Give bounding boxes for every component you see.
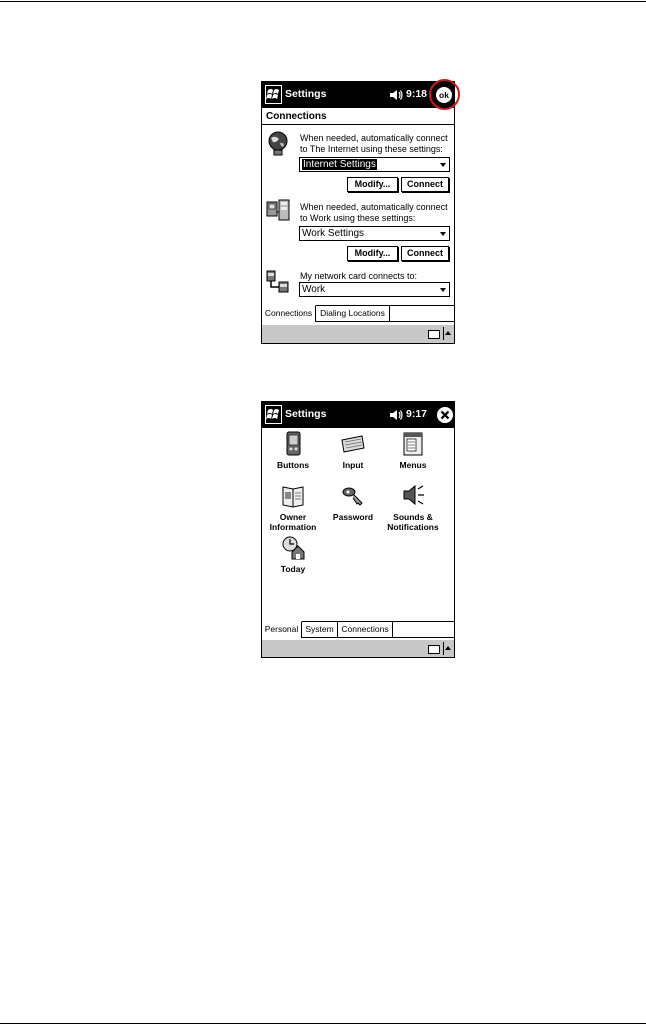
work-settings-value: Work Settings [302,228,365,239]
network-card-dropdown[interactable] [299,282,450,297]
ok-highlight-circle [429,79,460,110]
item-label: Buttons [276,460,310,470]
menus-icon [400,430,426,458]
network-card-icon [265,269,291,295]
work-connect-button[interactable]: Connect [401,246,449,261]
settings-item-menus[interactable] [382,430,444,470]
speaker-volume-icon[interactable] [389,408,403,422]
settings-item-input[interactable] [322,430,384,470]
today-icon [280,534,306,562]
heading-divider [262,124,454,125]
internet-connect-button[interactable]: Connect [401,177,449,192]
speaker-sounds-icon [400,482,426,510]
settings-item-buttons[interactable] [262,430,324,470]
item-label: Today [280,564,306,574]
tab-dialing-locations[interactable]: Dialing Locations [316,305,390,322]
input-panel-arrow-icon[interactable] [443,327,452,340]
personal-settings-screen [261,401,455,658]
settings-item-password[interactable] [322,482,384,522]
work-connection-icon [265,198,291,224]
input-panel-arrow-icon[interactable] [443,642,452,655]
buttons-icon [280,430,306,458]
item-label: Menus [399,460,427,470]
settings-item-today[interactable] [262,534,324,574]
globe-connection-icon [265,130,291,156]
tab-bar-fill [393,621,454,638]
keyboard-icon[interactable] [428,645,440,654]
title-bar [262,402,454,428]
clock-time[interactable]: 9:17 [406,408,428,420]
windows-start-icon[interactable] [265,405,282,424]
network-card-value: Work [302,284,326,295]
page-top-rule [0,1,646,2]
dropdown-arrow-icon[interactable] [440,288,446,292]
item-label: Input [342,460,364,470]
internet-modify-button[interactable]: Modify... [347,177,398,192]
tab-bar-fill [390,305,454,322]
internet-connect-description: When needed, automatically connect to The Internet using these settings: [300,133,448,154]
keyboard-icon[interactable] [428,330,440,339]
work-settings-dropdown[interactable] [299,226,450,241]
page-bottom-rule [0,1023,646,1024]
network-card-description: My network card connects to: [300,271,418,281]
dropdown-arrow-icon[interactable] [440,163,446,167]
title-bar [262,82,454,108]
tab-connections[interactable]: Connections [262,305,316,322]
settings-item-sounds-notifications[interactable] [382,482,444,532]
speaker-volume-icon[interactable] [389,88,403,102]
dropdown-arrow-icon[interactable] [440,232,446,236]
settings-item-owner-information[interactable] [262,482,324,532]
item-label: Owner Information [269,512,317,532]
tab-bar [262,621,454,638]
keyboard-input-icon [340,430,366,458]
internet-settings-value: Internet Settings [303,159,376,170]
command-bar [262,640,454,658]
command-bar [262,325,454,343]
page-heading: Connections [266,111,327,122]
app-title: Settings [285,88,327,100]
tab-personal[interactable]: Personal [262,621,302,638]
tab-bar [262,305,454,322]
windows-start-icon[interactable] [265,85,282,104]
internet-settings-dropdown[interactable] [299,157,450,172]
app-title: Settings [285,408,327,420]
tab-connections[interactable]: Connections [338,621,393,638]
ok-button[interactable]: ok [436,87,452,103]
work-modify-button[interactable]: Modify... [347,246,398,261]
clock-time[interactable]: 9:18 [406,88,428,100]
item-label: Password [332,512,374,522]
tab-system[interactable]: System [302,621,338,638]
work-connect-description: When needed, automatically connect to Work using these settings: [300,202,448,223]
password-keys-icon [340,482,366,510]
close-icon[interactable] [437,407,453,423]
connections-settings-screen [261,81,455,344]
item-label: Sounds & Notifications [387,512,439,532]
owner-information-icon [280,482,306,510]
